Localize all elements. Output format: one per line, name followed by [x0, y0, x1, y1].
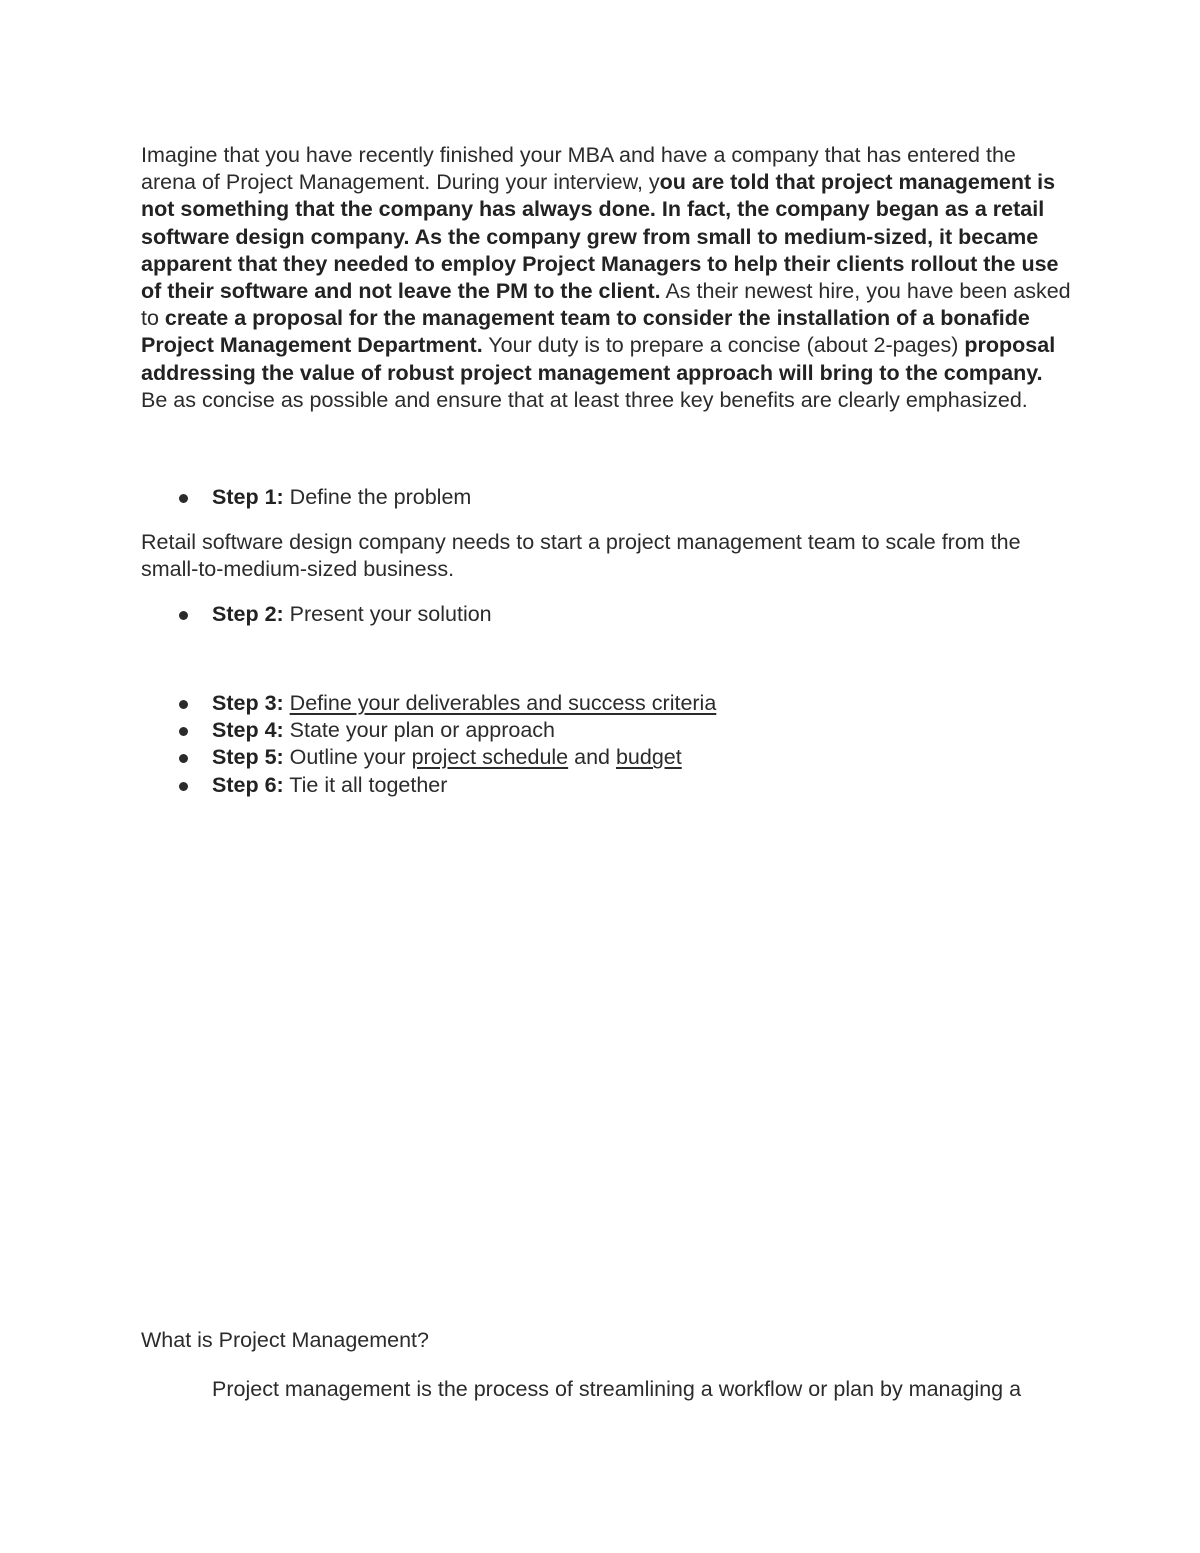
- step-label: Step 3:: [212, 691, 284, 715]
- problem-paragraph: Retail software design company needs to start a project management team to scale from the small-to-medium-sized business.: [141, 530, 1021, 582]
- intro-text: Your duty is to prepare a concise (about 2-pages): [482, 333, 965, 358]
- steps-list-2: [141, 601, 492, 628]
- step-2-item: [141, 601, 492, 628]
- step-label: Step 2:: [212, 602, 284, 626]
- step-label: Step 5:: [212, 745, 284, 770]
- step-label: Step 1:: [212, 485, 284, 509]
- step-text: and: [568, 745, 616, 770]
- answer-paragraph: Project management is the process of streamlining a workflow or plan by managing a: [212, 1377, 1022, 1401]
- intro-bold-text: ou are told that project management is not something that the company has always done. In fact, the company began as a retail software design company. As the company grew from small to medium-sized, it became apparent that they needed to employ Project Managers to help their clients rollout the use of their software and not leave the PM to the client.: [141, 170, 1059, 304]
- step-text: State your plan or approach: [283, 718, 555, 743]
- bullet-icon: [179, 494, 188, 503]
- steps-list-1: [141, 484, 471, 511]
- bullet-icon: [179, 700, 188, 709]
- step-label: Step 6:: [212, 772, 284, 797]
- step-3-item: [141, 690, 716, 717]
- bullet-icon: [179, 782, 188, 791]
- bullet-icon: [179, 727, 188, 736]
- intro-text: As their newest hire, you have been asked to: [141, 279, 1071, 331]
- step-6-item: [141, 772, 716, 799]
- step-4-item: [141, 717, 716, 744]
- budget-link[interactable]: budget: [615, 745, 682, 770]
- step-label: Step 4:: [212, 718, 284, 743]
- intro-text: Imagine that you have recently finished your MBA and have a company that has entered the arena of Project Management. During your interview, y: [141, 143, 1016, 195]
- intro-bold-text: proposal addressing the value of robust project management approach will bring to the company.: [141, 333, 1056, 385]
- deliverables-link[interactable]: Define your deliverables and success criteria: [289, 691, 717, 715]
- step-text: Define the problem: [283, 485, 472, 509]
- step-text: Tie it all together: [283, 772, 448, 797]
- intro-bold-text: create a proposal for the management team to consider the installation of a bonafide Project Management Department.: [141, 306, 1030, 358]
- intro-paragraph: [141, 142, 1071, 414]
- bullet-icon: [179, 754, 188, 763]
- project-schedule-link[interactable]: project schedule: [411, 745, 569, 770]
- bullet-icon: [179, 611, 188, 620]
- steps-list-3: [141, 690, 716, 799]
- step-5-item: [141, 744, 716, 771]
- step-text: Present your solution: [283, 602, 492, 626]
- question-heading: What is Project Management?: [141, 1328, 429, 1352]
- step-1-item: [141, 484, 471, 511]
- intro-text: Be as concise as possible and ensure that at least three key benefits are clearly emphasized.: [141, 387, 1028, 412]
- step-text: Outline your: [283, 745, 412, 770]
